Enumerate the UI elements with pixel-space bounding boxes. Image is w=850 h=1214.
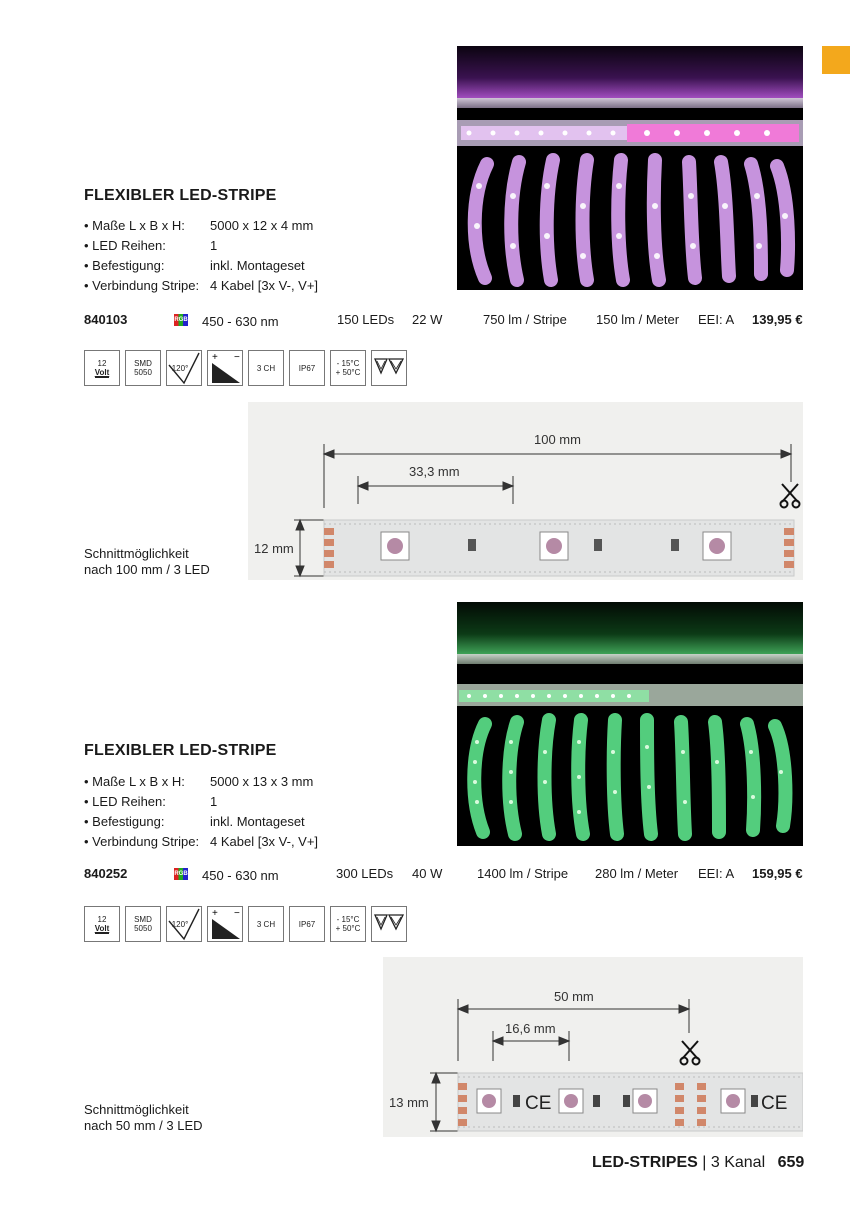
beam-angle-icon: 120° (166, 350, 202, 386)
voltage-icon: 12 Volt (84, 350, 120, 386)
channel-icon: 3 CH (248, 906, 284, 942)
ip-rating-icon: IP67 (289, 906, 325, 942)
svg-text:CE: CE (761, 1093, 788, 1114)
article-number: 840252 (84, 866, 128, 881)
dimmable-icon (207, 350, 243, 386)
product-photo-green (457, 602, 803, 846)
spec-row (84, 792, 318, 812)
rgb-icon: RGB (174, 314, 188, 326)
page-number: 659 (777, 1154, 805, 1171)
spec-key: • Verbindung Stripe: (84, 834, 200, 849)
product-title: FLEXIBLER LED-STRIPE (84, 742, 277, 759)
led-count: 150 LEDs (337, 312, 395, 327)
rgb-icon: RGB (174, 868, 188, 880)
spec-row (84, 276, 318, 296)
product-title: FLEXIBLER LED-STRIPE (84, 187, 277, 204)
spec-key: • Verbindung Stripe: (84, 278, 200, 293)
cut-diagram (248, 402, 803, 580)
svg-text:+: + (212, 908, 218, 919)
cut-caption (84, 1102, 203, 1134)
footer-separator: | (702, 1154, 707, 1171)
product-data-line (0, 312, 850, 332)
product-data-line (0, 866, 850, 886)
smd-icon: SMD 5050 (125, 906, 161, 942)
spec-row (84, 832, 318, 852)
spec-key: • LED Reihen: (84, 238, 166, 253)
cut-diagram (383, 957, 803, 1137)
svg-text:−: − (234, 908, 240, 919)
wavelength: 450 - 630 nm (202, 868, 279, 883)
dimension-total: 50 mm (554, 989, 594, 1004)
spec-value: 1 (210, 238, 218, 253)
spec-row (84, 772, 318, 792)
caption-line: Schnittmöglichkeit (84, 1102, 189, 1117)
dimension-total: 100 mm (534, 432, 581, 447)
spec-key: • LED Reihen: (84, 794, 166, 809)
mounting-surface-icon (371, 350, 407, 386)
spec-value: 5000 x 12 x 4 mm (210, 218, 314, 233)
product-photo-purple (457, 46, 803, 290)
spec-key: • Befestigung: (84, 258, 165, 273)
spec-key: • Maße L x B x H: (84, 218, 185, 233)
caption-line: nach 50 mm / 3 LED (84, 1118, 203, 1133)
power: 40 W (412, 866, 443, 881)
spec-value: 4 Kabel [3x V-, V+] (210, 278, 319, 293)
eei-class: EEI: A (698, 866, 735, 881)
cut-caption (84, 546, 210, 578)
led-count: 300 LEDs (336, 866, 394, 881)
spec-row (84, 216, 318, 236)
spec-value: 1 (210, 794, 218, 809)
caption-line: nach 100 mm / 3 LED (84, 562, 210, 577)
feature-icons (84, 350, 407, 386)
footer-section: LED-STRIPES (592, 1154, 698, 1171)
dimmable-icon (207, 906, 243, 942)
spec-value: 4 Kabel [3x V-, V+] (210, 834, 319, 849)
spec-value: 5000 x 13 x 3 mm (210, 774, 314, 789)
chapter-tab-marker (822, 46, 850, 74)
dimension-segment: 16,6 mm (505, 1021, 556, 1036)
price: 159,95 € (752, 866, 803, 881)
spec-value: inkl. Montageset (210, 814, 305, 829)
lumen-stripe: 1400 lm / Stripe (477, 866, 569, 881)
spec-key: • Befestigung: (84, 814, 165, 829)
spec-row (84, 812, 318, 832)
eei-class: EEI: A (698, 312, 735, 327)
temperature-icon: - 15°C + 50°C (330, 350, 366, 386)
svg-text:−: − (234, 352, 240, 363)
temperature-icon: - 15°C + 50°C (330, 906, 366, 942)
mounting-surface-icon (371, 906, 407, 942)
beam-angle-icon: 120° (166, 906, 202, 942)
spec-list (84, 772, 318, 852)
footer-subsection: 3 Kanal (710, 1154, 766, 1171)
wavelength: 450 - 630 nm (202, 314, 279, 329)
spec-key: • Maße L x B x H: (84, 774, 185, 789)
page-footer (592, 1154, 804, 1172)
spec-row (84, 236, 318, 256)
voltage-icon: 12 Volt (84, 906, 120, 942)
spec-value: inkl. Montageset (210, 258, 305, 273)
power: 22 W (412, 312, 443, 327)
spec-list (84, 216, 318, 296)
spec-row (84, 256, 318, 276)
ip-rating-icon: IP67 (289, 350, 325, 386)
smd-icon: SMD 5050 (125, 350, 161, 386)
lumen-stripe: 750 lm / Stripe (483, 312, 567, 327)
dimension-width: 12 mm (254, 541, 294, 556)
dimension-segment: 33,3 mm (409, 464, 460, 479)
lumen-meter: 150 lm / Meter (596, 312, 680, 327)
article-number: 840103 (84, 312, 128, 327)
price: 139,95 € (752, 312, 803, 327)
svg-text:CE: CE (525, 1093, 552, 1114)
channel-icon: 3 CH (248, 350, 284, 386)
dimension-width: 13 mm (389, 1095, 429, 1110)
lumen-meter: 280 lm / Meter (595, 866, 679, 881)
caption-line: Schnittmöglichkeit (84, 546, 189, 561)
svg-text:+: + (212, 352, 218, 363)
feature-icons (84, 906, 407, 942)
